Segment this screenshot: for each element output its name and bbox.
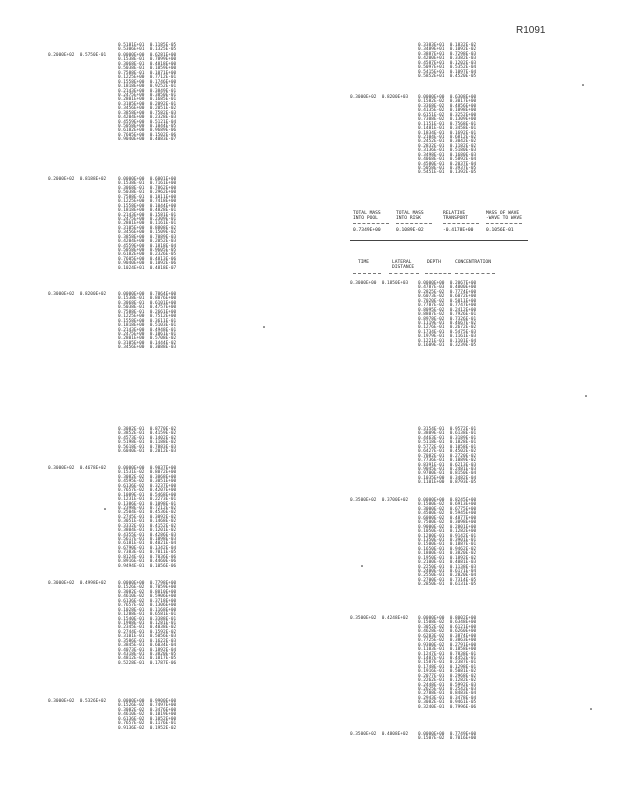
table-row: 0.9040E+00 0.4083E-07 <box>118 137 177 143</box>
table-row: 0.3101E-01 0.5056E-03 <box>118 634 177 640</box>
table-row: 0.3498E-01 0.1680E-03 <box>418 152 477 158</box>
table-row: 0.3240E-01 0.7996E-06 <box>418 704 477 710</box>
lead-time: 0.3500E+02 <box>350 616 377 621</box>
table-row: 0.1035E+00 0.3482E-04 <box>418 475 477 481</box>
table-row: 0.3456E+00 0.2051E-02 <box>118 106 177 112</box>
table-row: 0.1500E-01 0.1887E-01 <box>418 542 477 548</box>
lead-time: 0.3000E+02 <box>48 581 75 586</box>
table-row: 0.7657E-02 0.1306E+00 <box>118 603 177 609</box>
table-row: 0.1538E-01 0.8076E+00 <box>118 296 177 302</box>
table-row: 0.1558E+00 0.1746E+00 <box>118 79 177 85</box>
table-row: 0.6040E-01 0.2012E-03 <box>118 449 177 455</box>
lead-distance: 0.4998E+02 <box>79 581 107 586</box>
table-row: 0.6136E-02 0.3718E+00 <box>118 598 177 604</box>
table-row: 0.0000E+00 0.2067E+00 <box>418 281 477 286</box>
table-row: 0.1818E+00 0.5103E-01 <box>118 323 177 329</box>
table-row: 0.0000E+00 0.8002E+00 <box>418 616 477 621</box>
table-row: 0.4595E-02 0.3051E+00 <box>118 479 177 485</box>
table-row: 0.1481E-01 0.3458E-01 <box>418 126 477 132</box>
table-row: 0.3136E-01 0.5180E-03 <box>418 148 477 154</box>
table-row: 0.1508E-02 0.6348E+00 <box>418 620 477 626</box>
table-row: 0.8124E-01 0.7036E-06 <box>118 554 177 560</box>
table-row: 0.2744E-01 0.1592E-02 <box>118 629 177 635</box>
table-row: 0.1558E+00 0.3611E-01 <box>118 318 177 324</box>
block-lead-values <box>350 617 408 621</box>
table-row: 0.1748E-01 0.1298E-01 <box>418 664 477 670</box>
table-row: 0.1225E+00 0.7418E+00 <box>118 199 177 205</box>
table-row: 0.6203E-02 0.3874E+00 <box>418 633 477 639</box>
block-lead-values <box>48 178 106 182</box>
scan-speck <box>263 326 265 328</box>
table-row: 0.2475E+00 0.2309E-01 <box>118 216 177 222</box>
block-lead-values <box>48 467 106 471</box>
table-row: 0.2825E-02 0.7774E+00 <box>418 289 477 295</box>
table-row: 0.1507E-02 0.7016E+00 <box>418 736 477 742</box>
table-row: 0.3489E+01 0.1092E-02 <box>418 47 477 53</box>
table-row: 0.1288E-01 0.6581E-01 <box>118 612 177 618</box>
table-row: 0.5058E-01 0.3937E-05 <box>418 166 477 171</box>
table-row: 0.2700E-01 0.7314E-05 <box>418 577 477 583</box>
table-row: 0.7605E+00 0.1502E-06 <box>118 132 177 138</box>
summary-header-4: MASS OF WAVE -WAVE TO WAVE <box>486 211 522 221</box>
table-row: 0.3051E-01 0.1468E-02 <box>118 519 177 525</box>
lead-time: 0.3000E+02 <box>350 95 377 100</box>
table-row: 0.5097E+01 0.5352E-04 <box>418 65 477 71</box>
table-row: 0.4573E-01 0.1402E-02 <box>118 435 177 441</box>
table-row: 0.4587E+01 0.1202E-03 <box>418 60 477 66</box>
table-row: 0.4559E+00 0.5121E-04 <box>118 119 177 125</box>
table-row: 0.5181E+01 0.1185E-05 <box>118 43 177 48</box>
table-row: 0.2801E+00 0.1161E-01 <box>118 221 177 227</box>
table-row: 0.1089E-01 0.5468E+00 <box>118 492 177 498</box>
table-row: 0.1650E-01 0.9462E-02 <box>418 546 477 552</box>
table-row: 0.9045E-01 0.2481E-03 <box>418 466 477 472</box>
block-lead-values <box>48 582 106 586</box>
table-row: 0.8391E-01 0.6213E-03 <box>418 462 477 468</box>
table-row: 0.1103E-01 0.1858E+00 <box>418 647 477 653</box>
table-row: 0.4200E+01 0.3382E-03 <box>418 56 477 62</box>
summary-underline-3 <box>443 223 479 224</box>
table2-header-time: TIME <box>358 260 370 265</box>
table-row: 0.1386E-01 0.1098E-01 <box>118 501 177 507</box>
table-row: 0.1916E-01 0.5081E-02 <box>418 669 477 675</box>
table-row: 0.1526E-02 0.7497E+00 <box>118 703 177 709</box>
table-row: 0.2475E+00 0.1061E-01 <box>118 331 177 337</box>
table-row: 0.2550E-01 0.2820E-04 <box>418 573 477 579</box>
table-row: 0.2788E-01 0.8483E-04 <box>418 691 477 697</box>
table-row: 0.7308E-02 0.1309E+00 <box>418 117 477 123</box>
table-row: 0.6151E-02 0.3252E+00 <box>418 112 477 118</box>
table-row: 0.1050E-01 0.1282E+00 <box>418 529 477 535</box>
scan-speck <box>585 395 587 397</box>
table-row: 0.2850E-01 0.6131E-05 <box>418 582 477 588</box>
table-row: 0.6136E-02 0.1052E+00 <box>118 716 177 722</box>
table-row: 0.2143E+00 0.1581E-01 <box>118 212 177 218</box>
depth-concentration-column <box>418 617 476 710</box>
table-row: 0.4559E+00 0.1818E-04 <box>118 243 177 249</box>
table-row: 0.4068E-01 0.5892E-04 <box>418 157 477 163</box>
table-row: 0.0000E+00 0.7798E+00 <box>118 581 177 586</box>
block-lead-values <box>350 282 408 286</box>
table-row: 0.1225E+00 0.7712E-01 <box>118 75 177 81</box>
table-row: 0.5451E-01 0.1392E-05 <box>418 170 477 176</box>
table-row: 0.0000E+00 0.7064E+00 <box>118 292 177 297</box>
table2-header-depth: DEPTH <box>427 260 441 265</box>
table-row: 0.7588E-01 0.2661E+00 <box>118 309 177 315</box>
table-row: 0.0000E+00 0.9037E+00 <box>118 466 177 471</box>
lead-distance: 0.4808E+02 <box>381 732 409 737</box>
table-row: 0.3082E-02 0.3476E+00 <box>118 707 177 713</box>
table-row: 0.4073E-01 0.1892E-04 <box>118 647 177 653</box>
table-row: 0.2250E-01 0.1138E-03 <box>418 564 477 570</box>
table-row: 0.5038E-01 0.1059E+00 <box>118 66 177 72</box>
table-row: 0.3105E+00 0.2092E-01 <box>118 101 177 107</box>
table-row: 0.7725E-02 0.3863E+00 <box>418 638 477 644</box>
table-row: 0.7082E-01 0.2720E-02 <box>418 453 477 459</box>
table-row: 0.0000E+00 0.9900E+00 <box>118 699 177 704</box>
table-row: 0.3804E-01 0.1201E-02 <box>118 528 177 534</box>
summary-underline-1 <box>353 223 389 224</box>
table-row: 0.3845E-01 0.6034E-04 <box>118 643 177 649</box>
table-row: 0.4463E-01 0.3189E-01 <box>418 435 477 441</box>
table-row: 0.5852E+01 0.4520E-05 <box>418 74 477 80</box>
table-row: 0.6182E+00 0.9689E-06 <box>118 128 177 134</box>
table-row: 0.5038E-01 0.2962E+00 <box>118 190 177 196</box>
table-row: 0.3368E-02 0.4856E+00 <box>418 103 477 109</box>
table-row: 0.5198E-01 0.1188E-02 <box>118 440 177 446</box>
table-row: 0.1028E-01 0.1168E+00 <box>118 607 177 613</box>
table-row: 0.7605E+00 0.4813E-06 <box>118 256 177 262</box>
block-lead-values <box>350 96 408 100</box>
table-row: 0.4204E+00 0.2052E-03 <box>118 239 177 245</box>
table-row: 0.2801E+00 0.1685E-01 <box>118 97 177 103</box>
table-row: 0.1247E-01 0.7838E-01 <box>418 651 477 657</box>
lead-time: 0.3000E+02 <box>48 699 75 704</box>
table-row: 0.1200E-01 0.9142E-01 <box>418 533 477 539</box>
lead-time: 0.3000E+02 <box>48 466 75 471</box>
table-row: 0.1834E-01 0.1692E-01 <box>418 130 477 136</box>
depth-concentration-column <box>418 428 476 486</box>
table-row: 0.1979E-01 0.1161E-03 <box>418 334 477 340</box>
block-lead-values <box>48 293 106 297</box>
table-row: 0.0000E+00 0.6001E+00 <box>118 177 177 182</box>
table-row: 0.2745E-01 0.3092E-02 <box>118 514 177 520</box>
table-row: 0.3858E+00 0.7582E-03 <box>118 110 177 116</box>
table-row: 0.1231E-01 0.2273E-01 <box>118 497 177 503</box>
table-row: 0.9136E-02 0.1952E-02 <box>118 725 177 731</box>
table-row: 0.1119E-01 0.4667E-02 <box>418 320 477 326</box>
table-row: 0.2143E+00 0.4948E-01 <box>118 327 177 333</box>
table-row: 0.8807E-02 0.7926E-01 <box>418 312 477 318</box>
table-row: 0.5228E-01 0.1787E-06 <box>118 660 177 666</box>
table-row: 0.3887E+01 0.7298E-03 <box>418 51 477 57</box>
table-row: 0.2801E+00 0.5708E-02 <box>118 336 177 342</box>
table-row: 0.2262E-01 0.1282E-02 <box>418 678 477 684</box>
depth-concentration-column <box>418 96 476 176</box>
table-row: 0.9494E-01 0.1056E-06 <box>118 563 177 569</box>
lead-distance: 0.5326E+02 <box>79 699 107 704</box>
table-row: 0.3052E-02 0.6121E+00 <box>418 624 477 630</box>
lead-distance: 0.5750E-01 <box>79 53 107 58</box>
table-row: 0.0000E+00 0.7749E+00 <box>418 732 477 737</box>
table-row: 0.4580E-01 0.2037E-04 <box>418 161 477 167</box>
summary-header-3: RELATIVE TRANSPORT <box>443 211 468 221</box>
scan-speck <box>590 708 592 710</box>
table-row: 0.5058E+00 0.1044E-05 <box>118 124 177 129</box>
lead-distance: 0.4248E+02 <box>381 616 409 621</box>
table-row: 0.1531E-02 0.8072E+00 <box>118 470 177 476</box>
summary-underline-4 <box>486 223 522 224</box>
table-row: 0.7588E-01 0.1011E+00 <box>118 194 177 200</box>
table-row: 0.3383E+01 0.1832E-02 <box>418 43 477 48</box>
table-row: 0.2104E-01 0.6812E-02 <box>418 134 477 140</box>
scan-speck <box>104 508 106 510</box>
table-row: 0.3456E+00 0.1509E-02 <box>118 230 177 236</box>
table-row: 0.3858E+00 0.7089E-03 <box>118 234 177 240</box>
table-row: 0.5038E-01 0.4757E+00 <box>118 305 177 311</box>
table-row: 0.4787E-03 0.4000E+00 <box>418 285 477 291</box>
table-row: 0.7736E-01 0.1089E-02 <box>418 458 477 464</box>
table-row: 0.1225E+00 0.7512E+00 <box>118 314 177 320</box>
table-row: 0.1101E+00 0.8793E-05 <box>418 480 477 486</box>
table-row: 0.9040E+00 0.1092E-06 <box>118 261 177 267</box>
table-row: 0.2100E-01 0.4081E-03 <box>418 560 477 566</box>
table-row: 0.1609E-01 0.3239E-05 <box>418 343 477 349</box>
depth-concentration-column <box>418 282 476 349</box>
table-row: 0.8916E-01 0.4460E-06 <box>118 559 177 565</box>
table-row: 0.5617E-01 0.1098E-03 <box>118 537 177 542</box>
summary-header-2: TOTAL MASS INTO RISK <box>396 211 424 221</box>
table-row: 0.7383E-01 0.7011E-05 <box>118 550 177 556</box>
table-row: 0.2452E-01 0.3042E-02 <box>418 139 477 145</box>
table-row: 0.2400E-01 0.6171E-04 <box>418 569 477 574</box>
table-row: 0.1407E-01 0.4452E-01 <box>418 655 477 661</box>
scan-speck <box>582 84 584 86</box>
table-row: 0.3105E+00 0.1444E-02 <box>118 340 177 346</box>
table-row: 0.1221E-01 0.1101E-04 <box>418 338 477 344</box>
table-row: 0.1540E-01 0.3388E-01 <box>118 616 177 622</box>
table-row: 0.5772E-01 0.1058E-01 <box>418 444 477 450</box>
table-row: 0.4204E+00 0.2328E-03 <box>118 115 177 121</box>
depth-concentration-column <box>418 499 476 588</box>
depth-concentration-column <box>118 293 176 351</box>
table2-underline-3 <box>425 273 451 274</box>
table-row: 0.2398E-01 0.7212E-02 <box>118 505 177 511</box>
block-lead-values <box>350 733 408 737</box>
table-row: 0.6181E-01 0.4021E-04 <box>118 541 177 547</box>
table-row: 0.7657E-02 0.1176E-01 <box>118 721 177 727</box>
table-row: 0.1538E-01 0.7161E+00 <box>118 181 177 187</box>
table-row: 0.4318E-01 0.3820E-05 <box>118 652 177 657</box>
table2-header-distance: LATERAL DISTANCE <box>392 260 415 270</box>
table-row: 0.4135E-02 0.1098E+00 <box>418 108 477 114</box>
block-lead-values <box>48 54 106 58</box>
table-row: 0.6790E-01 0.1342E-04 <box>118 545 177 551</box>
table-row: 0.2504E-01 0.4536E-02 <box>118 510 177 516</box>
table-row: 0.7020E-02 0.5011E+00 <box>418 298 477 304</box>
depth-concentration-column <box>418 733 476 742</box>
table2-header-concentration: CONCENTRATION <box>455 260 491 265</box>
table2-underline-4 <box>455 273 495 274</box>
table-row: 0.3586E-01 0.1622E-03 <box>118 638 177 644</box>
lead-distance: 0.8200E+03 <box>381 95 409 100</box>
table-row: 0.6000E-02 0.4877E+00 <box>418 515 477 521</box>
table-row: 0.9000E-02 0.2801E+00 <box>418 524 477 530</box>
table-row: 0.3000E-02 0.6775E+00 <box>418 506 477 512</box>
table-row: 0.8095E-02 0.2412E+00 <box>418 307 477 313</box>
table-row: 0.8978E-02 0.7326E-01 <box>418 316 477 322</box>
lead-time: 0.3000E+00 <box>350 281 377 286</box>
depth-concentration-column <box>118 700 176 731</box>
lead-time: 0.2000E+02 <box>48 53 75 58</box>
table-row: 0.5058E+00 0.9605E-05 <box>118 248 177 253</box>
scan-speck <box>361 565 363 567</box>
table-row: 0.2832E-01 0.1182E-02 <box>418 143 477 149</box>
table-row: 0.1526E-02 0.7059E+00 <box>118 585 177 591</box>
table-row: 0.1587E-01 0.2387E-01 <box>418 660 477 666</box>
table-row: 0.1582E-02 0.3017E+00 <box>418 99 477 105</box>
lead-distance: 0.1850E+03 <box>381 281 409 286</box>
depth-concentration-column <box>118 467 176 569</box>
table-row: 0.2143E+00 0.3849E-01 <box>118 88 177 94</box>
table-row: 0.6073E-02 0.6072E+00 <box>418 294 477 300</box>
table-row: 0.9300E-02 0.2791E+00 <box>418 642 477 648</box>
table-row: 0.7787E-02 0.7747E+00 <box>418 303 477 309</box>
table-row: 0.5306E+01 0.1325E-05 <box>118 47 177 53</box>
depth-concentration-column <box>118 428 176 455</box>
table-row: 0.1818E+00 0.9252E-01 <box>118 84 177 90</box>
summary-value-3: -0.4178E+00 <box>443 228 474 233</box>
table-row: 0.3332E-01 0.4152E-02 <box>118 523 177 529</box>
table-row: 0.4628E-02 0.6260E+00 <box>418 629 477 635</box>
table-row: 0.0000E+00 0.6308E+00 <box>418 95 477 100</box>
table-row: 0.1558E+00 0.1044E+00 <box>118 203 177 209</box>
table-row: 0.5118E-01 0.1828E-01 <box>418 440 477 446</box>
table2-underline-2 <box>389 273 419 274</box>
lead-time: 0.3500E+02 <box>350 498 377 503</box>
table2-underline-1 <box>353 273 381 274</box>
table-row: 0.3068E-01 0.6101E+00 <box>118 300 177 306</box>
table-row: 0.5618E-01 0.7883E-03 <box>118 444 177 450</box>
table-row: 0.4610E-02 0.1019E+00 <box>118 712 177 718</box>
block-lead-values <box>48 700 106 704</box>
depth-concentration-column <box>418 44 476 80</box>
table-row: 0.1276E-01 0.2672E-02 <box>418 325 477 331</box>
table-row: 0.2943E-01 0.3478E-04 <box>418 695 477 701</box>
table-row: 0.1908E-01 0.1281E-01 <box>118 620 177 626</box>
table-row: 0.3105E+00 0.8808E-02 <box>118 225 177 231</box>
table-row: 0.2345E-01 0.4038E-02 <box>118 625 177 631</box>
table-row: 0.3852E-01 0.4159E-02 <box>118 431 177 437</box>
section-divider <box>350 240 528 241</box>
table-row: 0.3068E-01 0.4818E+00 <box>118 61 177 67</box>
lead-distance: 0.4678E+02 <box>79 466 107 471</box>
table-row: 0.3082E-02 0.8010E+00 <box>118 589 177 595</box>
table-row: 0.4355E-01 0.4286E-03 <box>118 532 177 538</box>
summary-underline-2 <box>396 223 432 224</box>
table-row: 0.1024E+01 0.4818E-07 <box>118 265 177 271</box>
table-row: 0.4500E-02 0.5945E+00 <box>418 511 477 517</box>
table-row: 0.3082E-01 0.8770E-02 <box>118 427 177 432</box>
summary-value-4: 0.1056E-01 <box>486 228 514 233</box>
table-row: 0.7588E-01 0.1071E+00 <box>118 70 177 76</box>
summary-value-2: 0.1089E-02 <box>396 228 424 233</box>
table-row: 0.1350E-01 0.3901E-01 <box>418 537 477 543</box>
lead-distance: 0.8200E+02 <box>79 292 107 297</box>
table-row: 0.2448E-01 0.5992E-03 <box>418 682 477 688</box>
depth-concentration-column <box>118 54 176 143</box>
table-row: 0.2077E-01 0.2968E-02 <box>418 673 477 679</box>
table-row: 0.1800E-01 0.3820E-02 <box>418 551 477 557</box>
table-row: 0.0000E+00 0.8245E+00 <box>418 498 477 503</box>
depth-concentration-column <box>118 582 176 666</box>
table-row: 0.3456E+00 0.3088E-03 <box>118 345 177 351</box>
table-row: 0.6136E-02 0.3237E+00 <box>118 483 177 489</box>
table-row: 0.4610E-02 0.5906E+00 <box>118 594 177 600</box>
lead-distance: 0.3700E+02 <box>381 498 409 503</box>
table-row: 0.2625E-01 0.2542E-03 <box>418 687 477 692</box>
table-row: 0.1950E-01 0.1892E-02 <box>418 555 477 561</box>
table-row: 0.3068E-01 0.7862E+00 <box>118 185 177 191</box>
summary-header-1: TOTAL MASS INTO POOL <box>353 211 381 221</box>
table-row: 0.5415E+01 0.1097E-04 <box>418 69 477 75</box>
table-row: 0.1538E-01 0.7899E+00 <box>118 57 177 63</box>
table-row: 0.3809E-01 0.6138E-01 <box>418 431 477 437</box>
depth-concentration-column <box>118 178 176 271</box>
lead-time: 0.2000E+02 <box>48 177 75 182</box>
table-row: 0.7500E-02 0.3098E+00 <box>418 520 477 526</box>
page-id-label: R1091 <box>516 25 546 36</box>
table-row: 0.2475E+00 0.3850E-01 <box>118 92 177 98</box>
table-row: 0.3154E-01 0.9572E-01 <box>418 427 477 432</box>
depth-concentration-column <box>118 44 176 53</box>
block-lead-values <box>350 499 408 503</box>
table-row: 0.4812E-01 0.1017E-05 <box>118 656 177 662</box>
table-row: 0.9700E-01 0.8150E-04 <box>418 471 477 477</box>
table-row: 0.1734E-01 0.5475E-03 <box>418 329 477 335</box>
table-row: 0.1818E+00 0.4828E-01 <box>118 208 177 214</box>
table-row: 0.0000E+00 0.6281E+00 <box>118 53 177 58</box>
table-row: 0.3082E-01 0.9461E-05 <box>418 700 477 706</box>
table-row: 0.3082E-02 0.3068E+00 <box>118 474 177 480</box>
summary-value-1: 0.7349E+00 <box>353 228 381 233</box>
lead-distance: 0.8188E+02 <box>79 177 107 182</box>
lead-time: 0.3000E+02 <box>48 292 75 297</box>
lead-time: 0.3500E+02 <box>350 732 377 737</box>
table-row: 0.1500E-02 0.6913E+00 <box>418 502 477 508</box>
table-row: 0.6427E-01 0.4502E-02 <box>418 449 477 455</box>
table-row: 0.6182E+00 0.2326E-05 <box>118 252 177 258</box>
table-row: 0.1151E-01 0.7568E-01 <box>418 121 477 127</box>
table-row: 0.7657E-02 0.4207E+00 <box>118 488 177 494</box>
